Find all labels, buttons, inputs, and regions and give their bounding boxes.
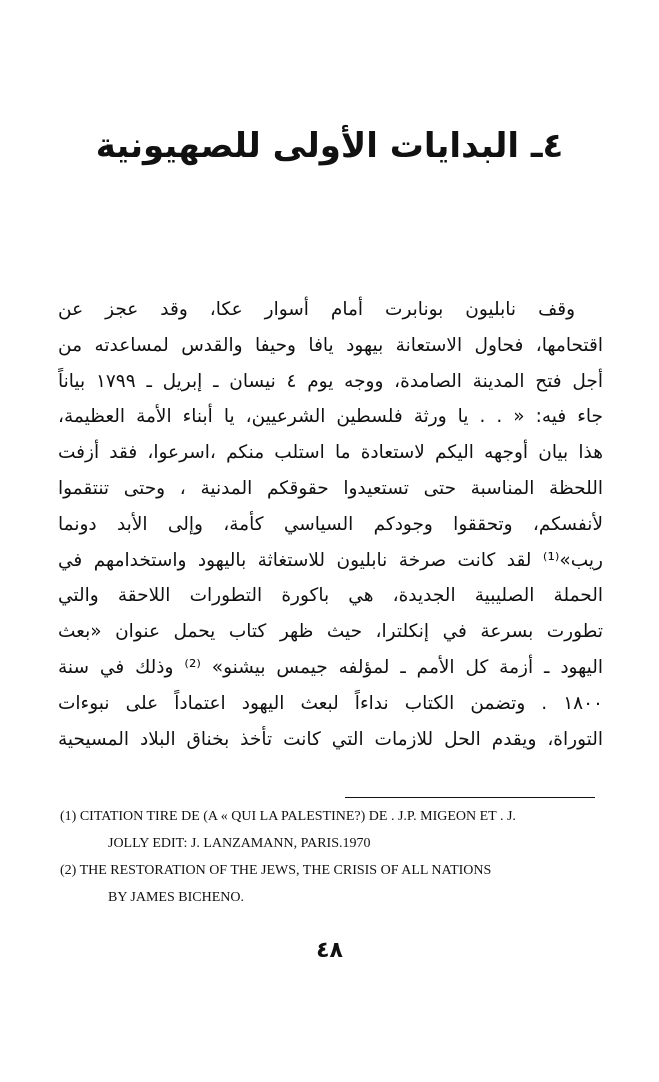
footnote-2-line-2: BY JAMES BICHENO. bbox=[108, 890, 244, 905]
text-line: هذا بيان أوجهه اليكم لاستعادة ما استلب منكم ،اسرعوا، فقد أزفت bbox=[58, 442, 603, 464]
text-line: ١٨٠٠ . وتضمن الكتاب نداءاً لبعث اليهود اعتماداً على نبوءات bbox=[58, 692, 603, 714]
body-paragraph bbox=[58, 292, 603, 757]
text-line: اليهود ـ أزمة كل الأمم ـ لمؤلفه جيمس بيشنو» ⁽²⁾ وذلك في سنة bbox=[58, 656, 603, 678]
footnote-1-line-2: JOLLY EDIT: J. LANZAMANN, PARIS.1970 bbox=[108, 836, 371, 851]
page-number: ٤٨ bbox=[316, 938, 343, 963]
text-line: الحملة الصليبية الجديدة، هي باكورة التطورات اللاحقة والتي bbox=[58, 585, 603, 607]
footnotes bbox=[58, 804, 603, 912]
text-line: اقتحامها، فحاول الاستعانة بيهود يافا وحيفا والقدس لمساعدته من bbox=[58, 334, 603, 356]
text-line: جاء فيه: « . . يا ورثة فلسطين الشرعيين، يا أبناء الأمة العظيمة، bbox=[58, 406, 603, 428]
chapter-title: ٤ـ البدايات الأولى للصهيونية bbox=[95, 126, 564, 166]
text-line: ريب»⁽¹⁾ لقد كانت صرخة نابليون للاستغاثة باليهود واستخدامهم في bbox=[58, 549, 603, 571]
footnote-1-line-1: (1) CITATION TIRE DE (A « QUI LA PALESTINE?) DE . J.P. MIGEON ET . J. bbox=[60, 809, 516, 824]
text-line: التوراة، ويقدم الحل للازمات التي كانت تأخذ بخناق البلاد المسيحية bbox=[58, 728, 603, 750]
text-line: أجل فتح المدينة الصامدة، ووجه يوم ٤ نيسان ـ إبريل ـ ١٧٩٩ بياناً bbox=[58, 370, 603, 392]
footnote-2-line-1: (2) THE RESTORATION OF THE JEWS, THE CRISIS OF ALL NATIONS bbox=[60, 863, 492, 878]
footnote-divider bbox=[345, 797, 595, 798]
text-line: وقف نابليون بونابرت أمام أسوار عكا، وقد عجز عن bbox=[58, 299, 575, 320]
text-line: اللحظة المناسبة حتى تستعيدوا حقوقكم المدنية ، وحتى تنتقموا bbox=[58, 477, 603, 499]
text-line: لأنفسكم، وتحققوا وجودكم السياسي كأمة، وإلى الأبد دونما bbox=[58, 513, 603, 535]
text-line: تطورت بسرعة في إنكلترا، حيث ظهر كتاب يحمل عنوان «بعث bbox=[58, 621, 603, 643]
